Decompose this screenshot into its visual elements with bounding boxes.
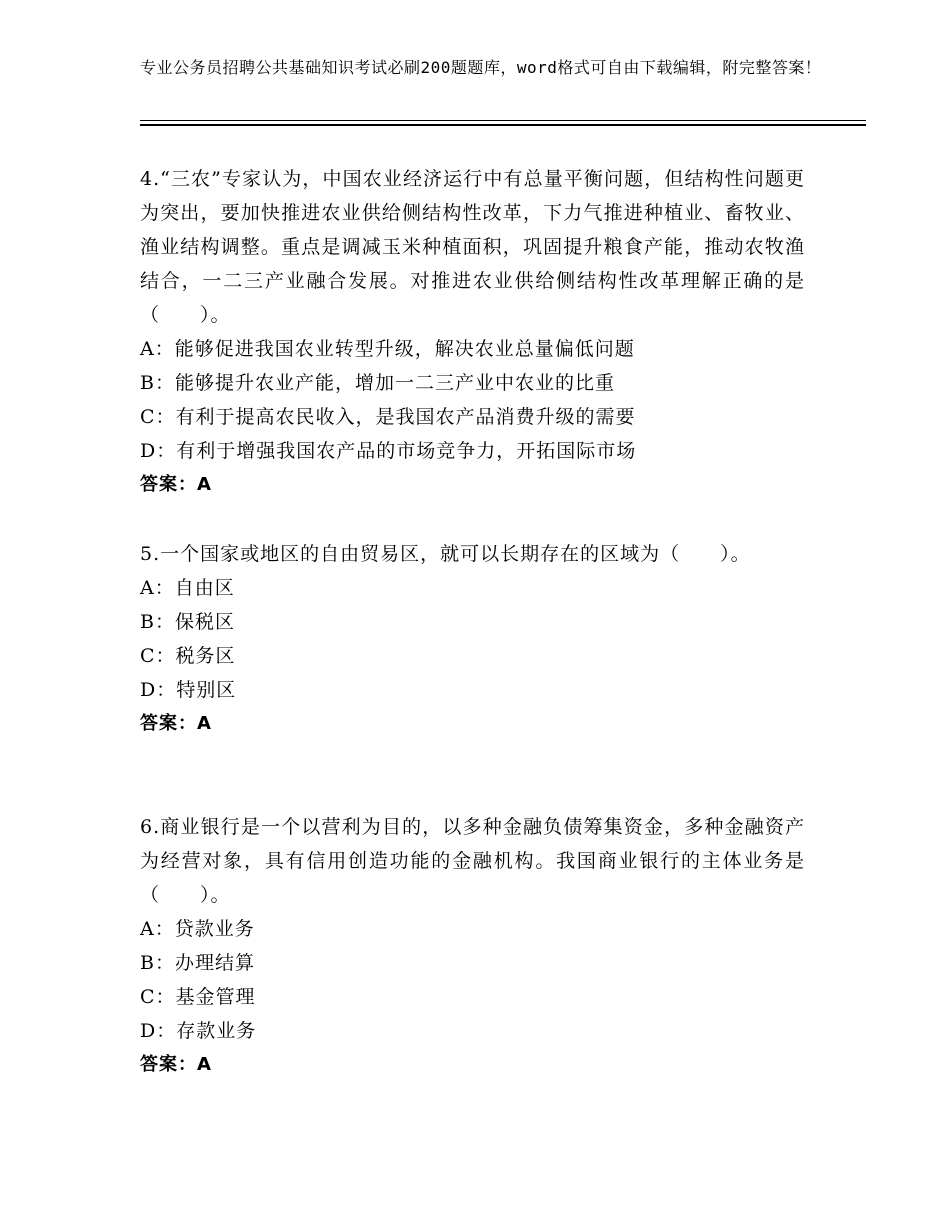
option-d: D：有利于增强我国农产品的市场竞争力，开拓国际市场 bbox=[140, 440, 637, 462]
option-c: C：有利于提高农民收入，是我国农产品消费升级的需要 bbox=[140, 406, 636, 428]
answer-line: 答案：A bbox=[140, 713, 212, 734]
option-a: A：能够促进我国农业转型升级，解决农业总量偏低问题 bbox=[140, 338, 635, 360]
option-a: A：贷款业务 bbox=[140, 918, 255, 940]
question-6 bbox=[140, 810, 805, 1082]
question-stem: 5.一个国家或地区的自由贸易区，就可以长期存在的区域为（ ）。 bbox=[140, 543, 751, 565]
answer-line: 答案：A bbox=[140, 474, 212, 495]
question-stem: 6.商业银行是一个以营利为目的，以多种金融负债筹集资金，多种金融资产为经营对象，具有信用创造功能的金融机构。我国商业银行的主体业务是（ ）。 bbox=[140, 816, 805, 906]
option-b: B：保税区 bbox=[140, 611, 235, 633]
header-divider bbox=[140, 120, 866, 126]
option-b: B：能够提升农业产能，增加一二三产业中农业的比重 bbox=[140, 372, 615, 394]
question-4 bbox=[140, 162, 805, 502]
option-d: D：存款业务 bbox=[140, 1020, 257, 1042]
option-c: C：基金管理 bbox=[140, 986, 256, 1008]
answer-line: 答案：A bbox=[140, 1054, 212, 1075]
page-header: 专业公务员招聘公共基础知识考试必刷200题题库，word格式可自由下载编辑，附完整答案！ bbox=[140, 58, 822, 77]
option-c: C：税务区 bbox=[140, 645, 236, 667]
option-d: D：特别区 bbox=[140, 679, 237, 701]
option-a: A：自由区 bbox=[140, 577, 235, 599]
question-5 bbox=[140, 537, 805, 741]
option-b: B：办理结算 bbox=[140, 952, 255, 974]
question-stem: 4.“三农”专家认为，中国农业经济运行中有总量平衡问题，但结构性问题更为突出，要加快推进农业供给侧结构性改革，下力气推进种植业、畜牧业、渔业结构调整。重点是调减玉米种植面积，巩固提升粮食产能，推动农牧渔结合，一二三产业融合发展。对推进农业供给侧结构性改革理解正确的是（ ）。 bbox=[140, 168, 805, 326]
